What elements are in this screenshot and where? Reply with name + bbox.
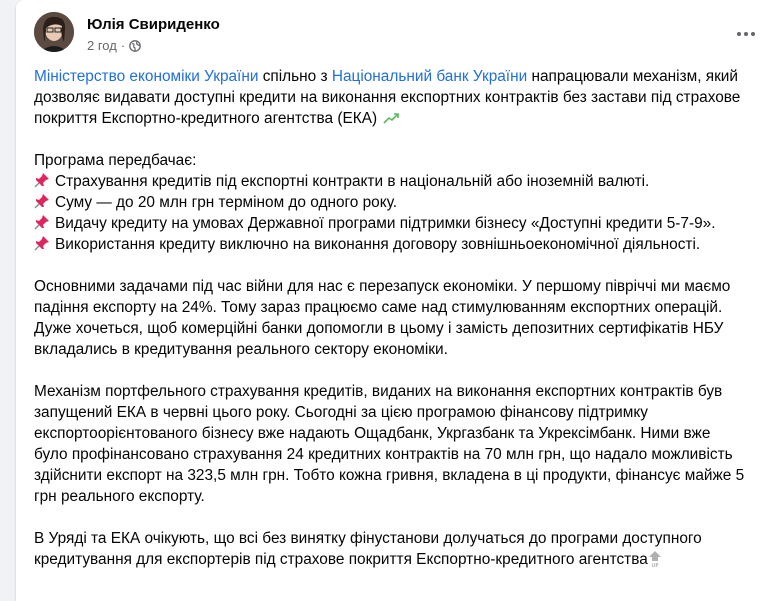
post-card [16, 0, 782, 601]
program-title: Програма передбачає: [34, 152, 197, 169]
pushpin-icon [34, 235, 50, 251]
more-options-icon[interactable] [728, 16, 764, 52]
post-meta [87, 38, 141, 53]
pushpin-icon [34, 172, 50, 188]
nbu-link[interactable]: Національний банк України [331, 68, 528, 85]
paragraph-export: Основними задачами під час війни для нас є перезапуск економіки. У першому півріччі ми маємо падіння експорту на 24%. Тому зараз працюємо саме над стимулюванням експортних операцій. Дуже хочеться, щоб комерційні банки допомогли в цьому і замість депозитних сертифікатів НБУ вкладались в кредитування реального сектору економіки. [34, 278, 731, 358]
intro-paragraph [34, 66, 746, 129]
paragraph-expectations [34, 528, 746, 570]
pushpin-icon [34, 193, 50, 209]
program-item-text: Страхування кредитів під експортні контракти в національній або іноземній валюті. [55, 173, 650, 190]
program-item [34, 192, 746, 213]
post-body [34, 66, 746, 591]
up-button-icon [648, 550, 662, 568]
pushpin-icon [34, 214, 50, 230]
meta-separator: · [120, 38, 126, 53]
ministry-link[interactable]: Міністерство економіки України [34, 68, 259, 85]
paragraph-mechanism: Механізм портфельного страхування кредитів, виданих на виконання експортних контрактів був запущений ЕКА в червні цього року. Сьогодні за цією програмою фінансову підтримку експортоорієнтованого бізнесу вже надають Ощадбанк, Укргазбанк та Укрексімбанк. Ними вже було профінансовано страхування 24 кредитних контрактів на 70 млн грн, що надало можливість здійснити експорт на 323,5 млн грн. Тобто кожна гривня, вкладена в ці продукти, фінансує майже 5 грн реального експорту. [34, 383, 745, 505]
intro-connector: спільно з [258, 68, 332, 85]
program-item [34, 171, 746, 192]
intro-rest: напрацювали механізм, який дозволяє видавати доступні кредити на виконання експортних контрактів без застави під страхове покриття Експортно-кредитного агентства (ЕКА) [34, 68, 741, 127]
post-header [34, 12, 764, 60]
post-time[interactable]: 2 год [87, 38, 117, 53]
program-item-text: Суму — до 20 млн грн терміном до одного року. [55, 194, 398, 211]
author-name[interactable]: Юлія Свириденко [87, 16, 220, 33]
program-item [34, 213, 746, 234]
program-item-text: Використання кредиту виключно на виконання договору зовнішньоекономічної діяльності. [55, 236, 701, 253]
svg-text:UP: UP [651, 563, 659, 568]
avatar[interactable] [34, 12, 74, 52]
program-item [34, 234, 746, 255]
globe-icon[interactable] [129, 40, 141, 52]
chart-increasing-icon [383, 112, 399, 124]
program-item-text: Видачу кредиту на умовах Державної програми підтримки бізнесу «Доступні кредити 5-7-9». [55, 215, 716, 232]
program-block [34, 150, 746, 255]
paragraph-expectations-text: В Уряді та ЕКА очікують, що всі без винятку фінустанови долучаться до програми доступного кредитування для експортерів під страхове покриття Експортно-кредитного агентства [34, 530, 702, 568]
